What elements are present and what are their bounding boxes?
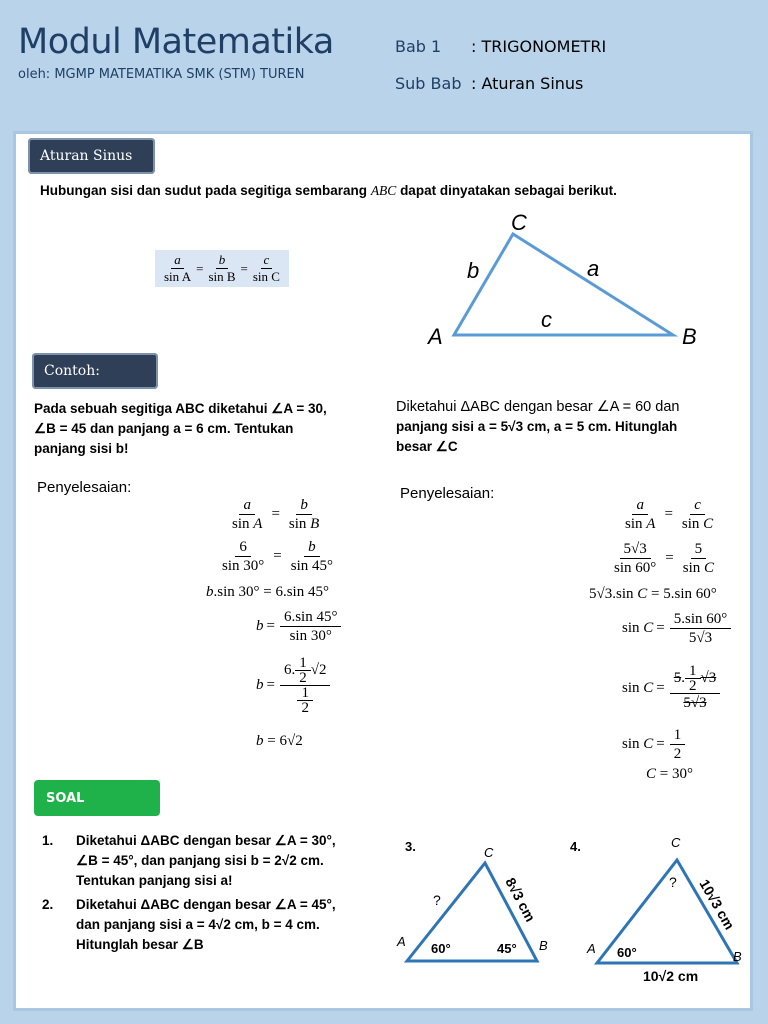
- bab-value: : TRIGONOMETRI: [471, 37, 607, 56]
- module-title: Modul Matematika: [18, 22, 334, 62]
- side-b-label: b: [467, 258, 480, 283]
- figure-4-vertex-b: B: [733, 949, 742, 964]
- soal-tag: SOAL: [34, 780, 160, 816]
- vertex-a-label: A: [428, 324, 443, 349]
- sine-rule-formula: $\frac{a}{\text{sin A}}$ = $\frac{b}{\text{sin B}}$ = $\frac{c}{\text{sin C}}$: [155, 250, 289, 287]
- bab-label: Bab 1: [395, 37, 442, 56]
- right-solution-heading: Penyelesaian:: [400, 485, 495, 502]
- figure-3-vertex-c: C: [484, 845, 494, 860]
- vertex-c-label: C: [511, 210, 527, 235]
- soal-item-2: 2. Diketahui ΔABC dengan besar ∠A = 45°, dan panjang sisi a = 4√2 cm, b = 4 cm. Hitunglah besar ∠B: [42, 897, 336, 952]
- triangle-shape: [454, 234, 673, 335]
- side-c-label: c: [541, 307, 552, 332]
- side-a-label: a: [587, 256, 600, 281]
- figure-4-angle-a: 60°: [617, 945, 637, 960]
- figure-4-vertex-c: C: [671, 835, 681, 850]
- left-problem: Pada sebuah segitiga ABC diketahui ∠A = 30, ∠B = 45 dan panjang a = 6 cm. Tentukan panjang sisi b!: [34, 401, 327, 456]
- triangle-diagram: [420, 205, 710, 355]
- subbab-label: Sub Bab: [395, 74, 462, 93]
- vertex-b-label: B: [682, 324, 697, 349]
- figure-3-vertex-a: A: [397, 934, 406, 949]
- figure-4-number: 4.: [570, 839, 581, 854]
- figure-3-vertex-b: B: [539, 938, 548, 953]
- figure-4-side-ab: 10√2 cm: [643, 968, 699, 984]
- figure-4-side-cb: 10√3 cm: [696, 876, 738, 933]
- intro-text: Hubungan sisi dan sudut pada segitiga sembarang ABC dapat dinyatakan sebagai berikut.: [40, 183, 617, 198]
- figure-3-angle-a: 60°: [431, 941, 451, 956]
- right-solution-steps: $\frac{a}{\text{sin A}}$ = $\frac{c}{\text{sin C}}$ $\frac{5√3}{\sin 60^\circ}$ = $\frac{5}{\text{sin C}}$ 5√3.sin C = 5.sin 60° sin C = $\frac{5.\sin 60^\circ}{5√3}$ sin C = 5. $\frac{1}{2}$ √3 5√3 sin C = $\frac{1}{2}$ C = 30°: [585, 496, 755, 786]
- aturan-sinus-tag: Aturan Sinus: [28, 138, 155, 174]
- subbab-value: : Aturan Sinus: [471, 74, 584, 93]
- module-author: oleh: MGMP MATEMATIKA SMK (STM) TUREN: [18, 67, 305, 82]
- contoh-tag: Contoh:: [32, 353, 158, 389]
- soal-item-1: 1. Diketahui ΔABC dengan besar ∠A = 30°, ∠B = 45°, dan panjang sisi b = 2√2 cm. Tentukan panjang sisi a!: [42, 833, 336, 888]
- figure-3-side-label: 8√3 cm: [502, 874, 539, 925]
- right-problem: Diketahui ΔABC dengan besar ∠A = 60 dan panjang sisi a = 5√3 cm, a = 5 cm. Hitunglah besar ∠C: [396, 399, 680, 454]
- left-solution-steps: $\frac{a}{\text{sin A}}$ = $\frac{b}{\text{sin B}}$ $\frac{6}{\sin 30^\circ}$ = $\frac{b}{\sin 45^\circ}$ b.sin 30° = 6.sin 45° b = $\frac{6.\sin 45^\circ}{\sin 30^\circ}$ b = 6. $\frac{1}{2}$ √2 $\frac{1}{2}$ b = 6√2: [170, 496, 380, 766]
- figure-3-unknown: ?: [433, 892, 441, 908]
- left-solution-heading: Penyelesaian:: [37, 479, 132, 496]
- figure-4-triangle: [565, 835, 760, 985]
- figure-3-triangle: [395, 835, 565, 970]
- soal-list: [42, 831, 382, 959]
- figure-4-unknown: ?: [669, 874, 677, 890]
- figure-3-number: 3.: [405, 839, 416, 854]
- figure-3-angle-b: 45°: [497, 941, 517, 956]
- figure-4-vertex-a: A: [587, 941, 596, 956]
